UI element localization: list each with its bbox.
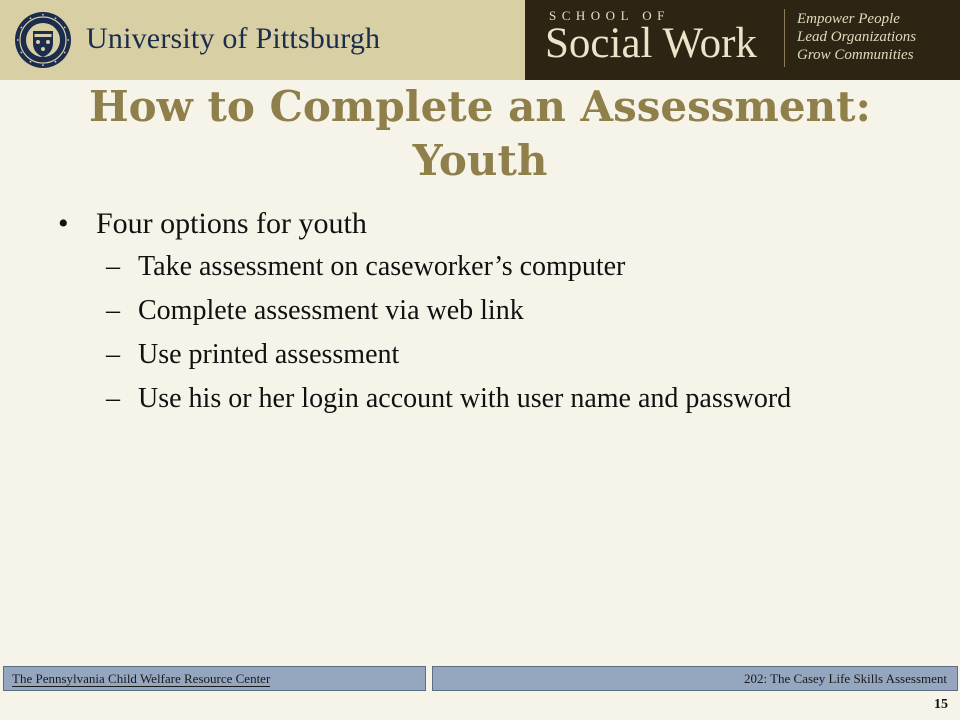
- footer-org-link[interactable]: The Pennsylvania Child Welfare Resource Center: [12, 671, 271, 686]
- dash-icon: –: [106, 251, 120, 282]
- title-line-1: How to Complete an Assessment:: [88, 82, 872, 131]
- bullet-dot-icon: •: [58, 207, 69, 240]
- sub-bullet-item: [58, 337, 918, 373]
- university-name[interactable]: University of Pittsburgh: [86, 22, 381, 55]
- dash-icon: –: [106, 295, 120, 326]
- footer-left-box: [3, 666, 426, 691]
- school-prefix: SCHOOL OF: [549, 8, 670, 23]
- bullet-text: Four options for youth: [96, 207, 367, 240]
- university-seal-icon[interactable]: [14, 11, 72, 69]
- sub-bullet-text: Take assessment on caseworker’s computer: [138, 251, 626, 282]
- dash-icon: –: [106, 383, 120, 414]
- sub-bullet-text: Complete assessment via web link: [138, 295, 524, 326]
- dash-icon: –: [106, 339, 120, 370]
- tagline-1: Empower People: [797, 11, 900, 27]
- page-number: 15: [934, 697, 948, 712]
- sub-bullet-text: Use printed assessment: [138, 339, 400, 370]
- footer-course-title: 202: The Casey Life Skills Assessment: [743, 671, 947, 686]
- tagline-2: Lead Organizations: [797, 29, 917, 45]
- tagline-3: Grow Communities: [797, 47, 914, 63]
- sub-bullet-item: [58, 381, 918, 417]
- slide-body: [58, 205, 918, 425]
- sub-bullet-item: [58, 293, 918, 329]
- slide-header: [0, 0, 960, 80]
- pitt-banner: [0, 0, 525, 80]
- footer-right-box: [432, 666, 958, 691]
- school-name[interactable]: Social Work: [545, 20, 757, 67]
- bullet-item: [58, 205, 918, 243]
- banner-divider: [784, 9, 785, 67]
- title-line-2: Youth: [412, 136, 548, 185]
- slide-title: [40, 80, 920, 188]
- sub-bullet-item: [58, 249, 918, 285]
- sub-bullet-text: Use his or her login account with user name and password: [138, 383, 792, 414]
